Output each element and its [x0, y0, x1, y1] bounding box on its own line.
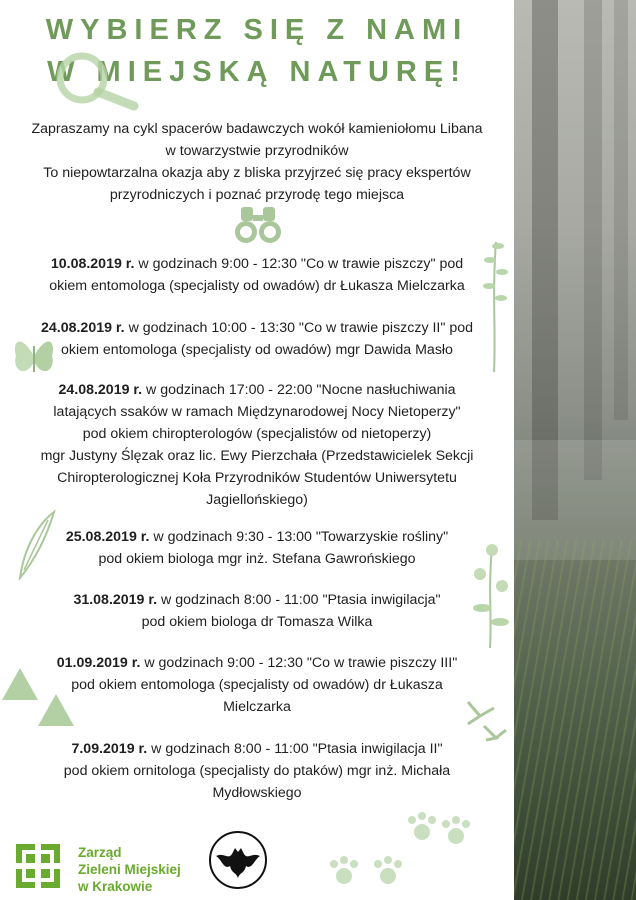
- org-name-line: Zarząd: [78, 845, 122, 860]
- bird-track-icon: [458, 692, 508, 742]
- event-6: [0, 652, 514, 718]
- intro-line: To niepowtarzalna okazja aby z bliska przyjrzeć się pracy ekspertów: [43, 165, 471, 181]
- event-date: 25.08.2019 r.: [65, 529, 150, 545]
- event-text: pod okiem biologa dr Tomasza Wilka: [141, 614, 373, 630]
- frog-track-icon: [326, 852, 416, 892]
- event-text: Chiropterologicznej Koła Przyrodników Studentów Uniwersytetu: [57, 470, 457, 486]
- event-date: 24.08.2019 r.: [40, 320, 125, 336]
- event-text: w godzinach 17:00 - 22:00 "Nocne nasłuchiwania: [142, 382, 456, 398]
- event-text: pod okiem chiropterologów (specjalistów od nietoperzy): [82, 426, 432, 442]
- binoculars-icon: [232, 205, 284, 245]
- event-text: okiem entomologa (specjalisty od owadów) mgr Dawida Masło: [61, 342, 453, 358]
- org-name-line: w Krakowie: [78, 879, 153, 894]
- event-2: [0, 317, 514, 361]
- event-text: w godzinach 9:00 - 12:30 "Co w trawie piszczy" pod: [134, 256, 464, 272]
- event-text: w godzinach 10:00 - 13:30 "Co w trawie piszczy II" pod: [124, 320, 474, 336]
- event-text: w godzinach 9:00 - 12:30 "Co w trawie piszczy III": [140, 655, 458, 671]
- leaf-icon: [36, 692, 76, 728]
- event-1: [0, 253, 514, 297]
- title-line-2: W MIEJSKĄ NATURĘ!: [47, 56, 467, 88]
- zzm-logo-text: [78, 844, 181, 895]
- event-date: 10.08.2019 r.: [50, 256, 135, 272]
- feather-icon: [14, 508, 58, 580]
- event-date: 01.09.2019 r.: [56, 655, 141, 671]
- event-date: 24.08.2019 r.: [58, 382, 143, 398]
- intro-line: przyrodniczych i poznać przyrodę tego miejsca: [109, 187, 405, 203]
- event-4: [0, 526, 514, 570]
- flower-plant-icon: [468, 538, 514, 648]
- event-7: [0, 738, 514, 804]
- event-text: Mielczarka: [223, 699, 291, 715]
- zzm-logo-icon: [16, 844, 60, 888]
- event-text: mgr Justyny Ślęzak oraz lic. Ewy Pierzchała (Przedstawicielek Sekcji: [40, 448, 474, 464]
- event-date: 31.08.2019 r.: [73, 592, 158, 608]
- title-line-1: WYBIERZ SIĘ Z NAMI: [45, 14, 469, 46]
- event-text: latających ssaków w ramach Międzynarodowej Nocy Nietoperzy": [53, 404, 461, 420]
- magnifier-icon: [52, 50, 192, 120]
- event-text: okiem entomologa (specjalisty od owadów) dr Łukasza Mielczarka: [49, 278, 465, 294]
- event-text: Jagiellońskiego): [206, 492, 308, 508]
- event-text: w godzinach 9:30 - 13:00 "Towarzyskie rośliny": [149, 529, 449, 545]
- intro-line: Zapraszamy na cykl spacerów badawczych wokół kamieniołomu Libana: [31, 121, 483, 137]
- event-text: w godzinach 8:00 - 11:00 "Ptasia inwigilacja": [157, 592, 441, 608]
- intro-text: [0, 118, 514, 206]
- event-5: [0, 589, 514, 633]
- forest-photo: [514, 0, 636, 900]
- bat-section-logo-icon: [208, 830, 268, 890]
- event-text: pod okiem entomologa (specjalisty od owadów) dr Łukasza: [71, 677, 443, 693]
- event-text: w godzinach 8:00 - 11:00 "Ptasia inwigilacja II": [147, 741, 443, 757]
- event-text: Mydłowskiego: [212, 785, 302, 801]
- org-name-line: Zieleni Miejskiej: [78, 862, 181, 877]
- event-date: 7.09.2019 r.: [71, 741, 148, 757]
- frog-track-icon: [404, 812, 474, 852]
- butterfly-icon: [10, 328, 58, 384]
- leaf-icon: [0, 666, 40, 702]
- intro-line: w towarzystwie przyrodników: [165, 143, 349, 159]
- event-3: [0, 379, 514, 511]
- grass-stem-icon: [474, 232, 516, 372]
- event-text: pod okiem biologa mgr inż. Stefana Gawrońskiego: [98, 551, 416, 567]
- event-text: pod okiem ornitologa (specjalisty do ptaków) mgr inż. Michała: [63, 763, 451, 779]
